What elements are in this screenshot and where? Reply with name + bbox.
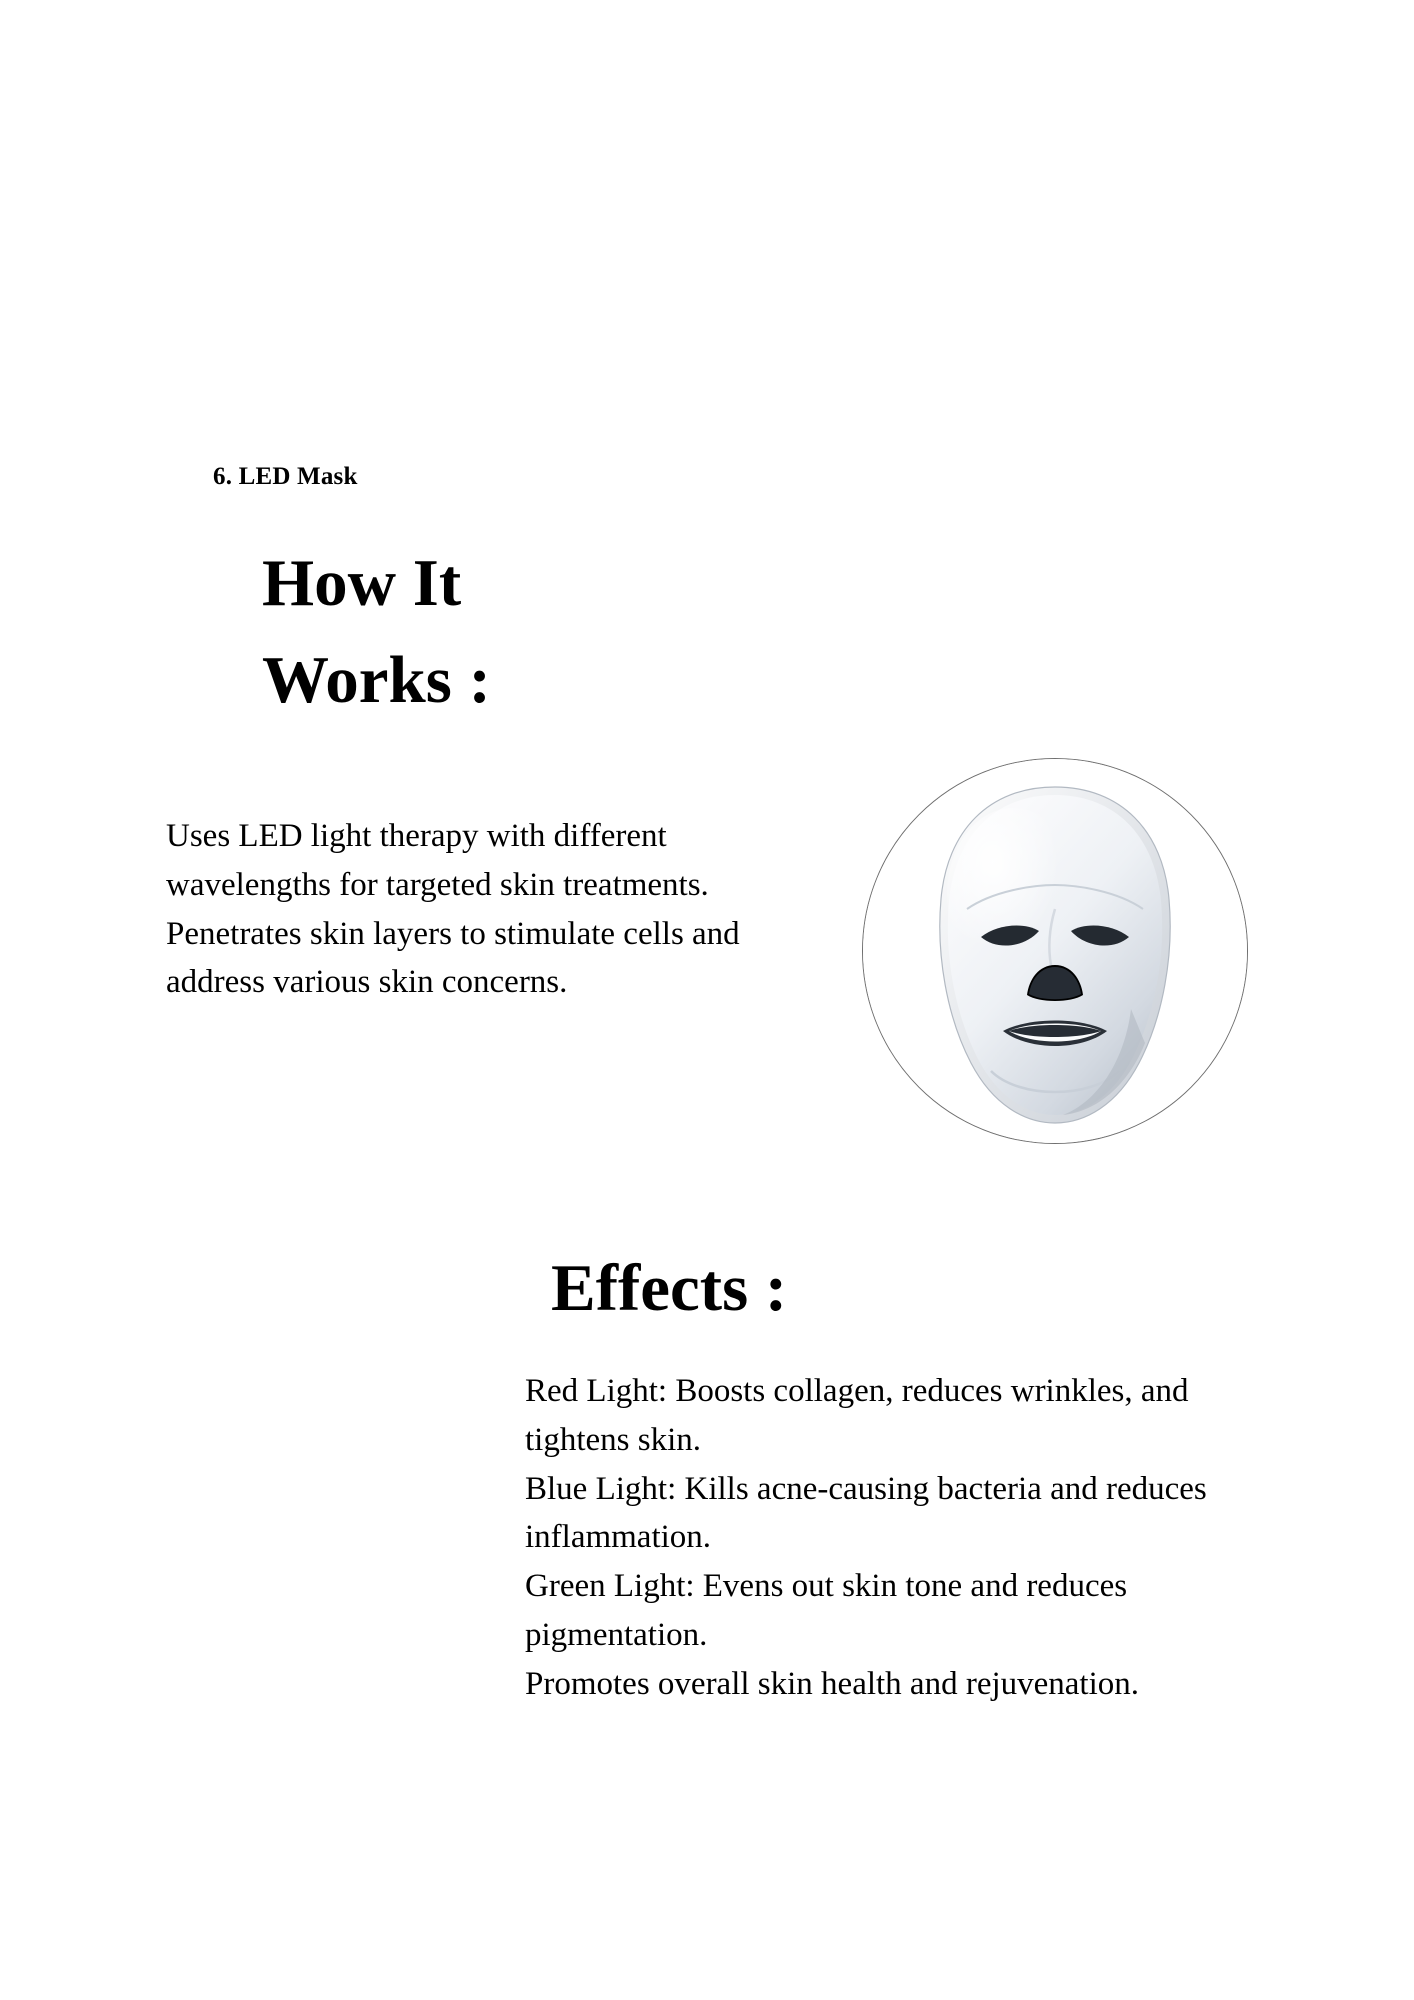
how-it-works-heading-line-2: Works : (262, 643, 491, 718)
effects-line: Green Light: Evens out skin tone and reduces pigmentation. (525, 1568, 1128, 1654)
how-it-works-body (166, 812, 806, 1007)
led-face-mask-photo (862, 758, 1248, 1144)
effects-line: Blue Light: Kills acne-causing bacteria and reduces inflammation. (525, 1470, 1207, 1556)
effects-line: Promotes overall skin health and rejuvenation. (525, 1665, 1140, 1702)
how-it-works-paragraph-1: Uses LED light therapy with different wavelengths for targeted skin treatments. (166, 818, 709, 903)
how-it-works-heading-line-1: How It (262, 546, 462, 620)
how-it-works-heading (262, 535, 682, 729)
effects-line: Red Light: Boosts collagen, reduces wrinkles, and tightens skin. (525, 1373, 1189, 1458)
effects-heading: Effects : (551, 1251, 788, 1325)
effects-body (525, 1367, 1235, 1709)
how-it-works-paragraph-2: Penetrates skin layers to stimulate cells and address various skin concerns. (166, 915, 740, 1001)
section-label: 6. LED Mask (213, 463, 358, 490)
